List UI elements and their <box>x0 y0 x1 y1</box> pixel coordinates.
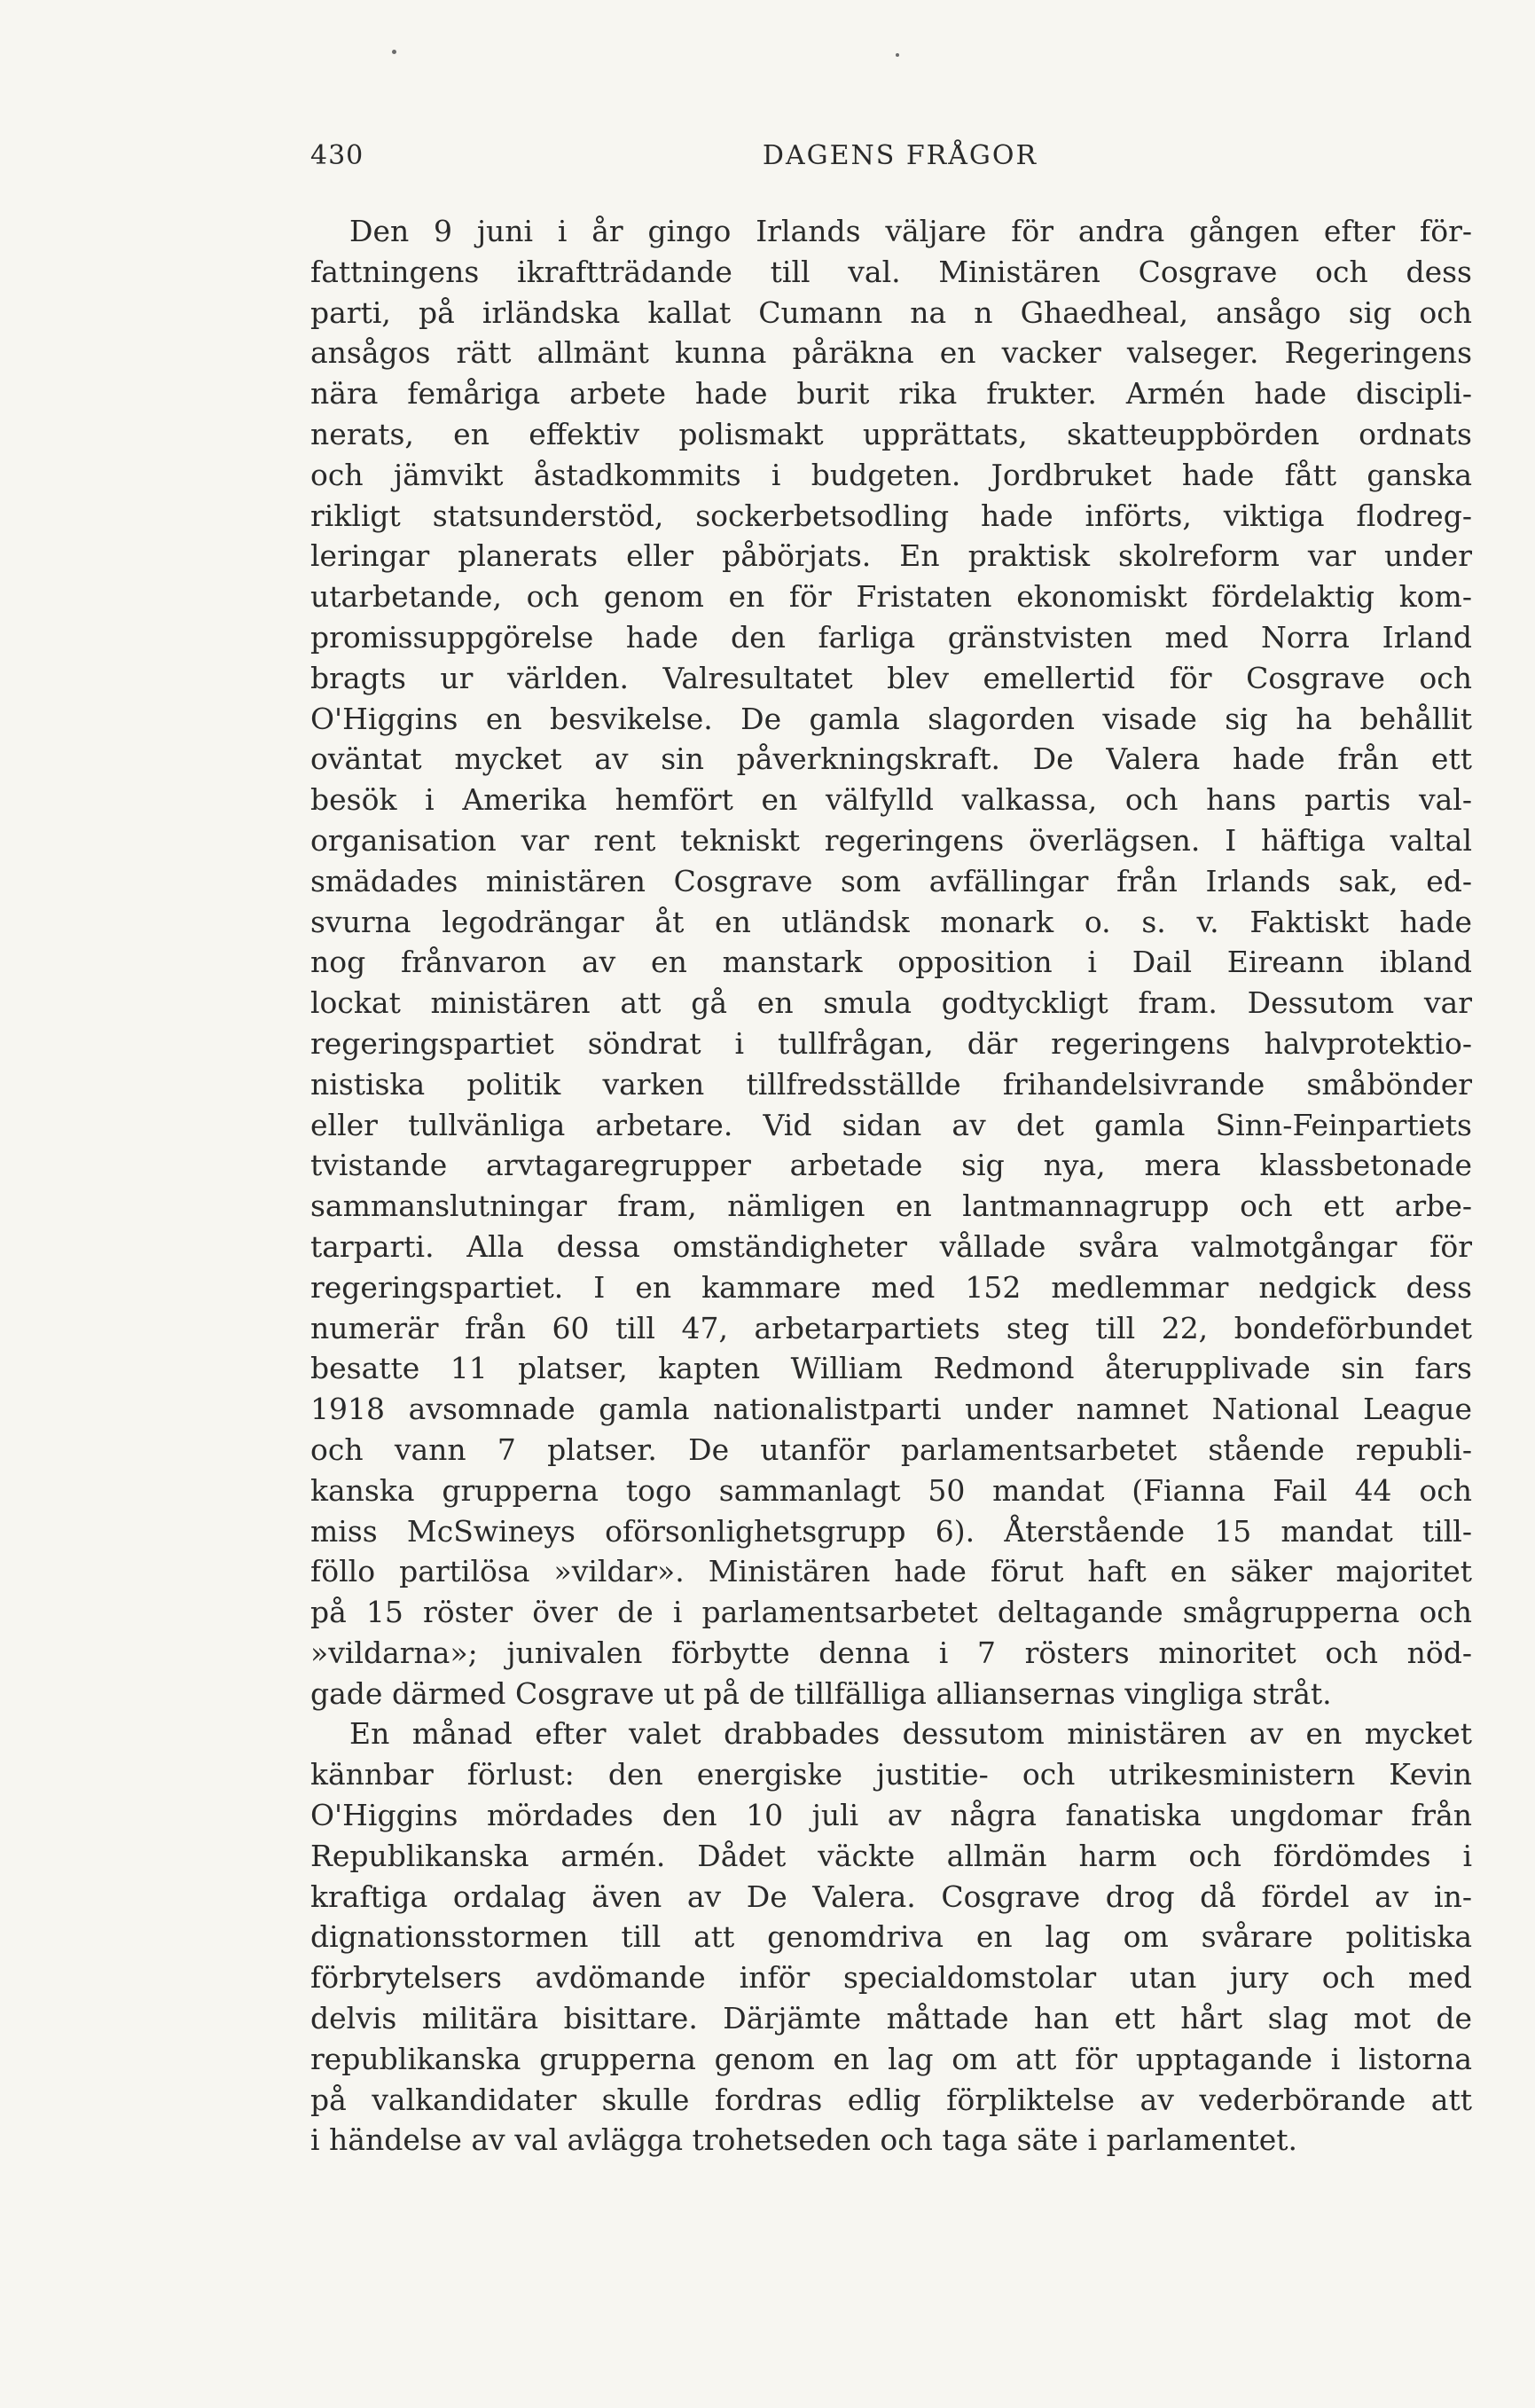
text-line: En månad efter valet drabbades dessutom ministären av en mycket <box>349 1716 1472 1752</box>
text-line: oväntat mycket av sin påverkningskraft. De Valera hade från ett <box>310 741 1472 777</box>
text-line: miss McSwineys oförsonlighetsgrupp 6). Återstående 15 mandat till- <box>310 1513 1472 1549</box>
text-line: utarbetande, och genom en för Fristaten ekonomiskt fördelaktig kom- <box>310 579 1472 615</box>
text-line: bragts ur världen. Valresultatet blev emellertid för Cosgrave och <box>310 660 1472 695</box>
text-line: dignationsstormen till att genomdriva en lag om svårare politiska <box>310 1919 1472 1955</box>
text-line: föllo partilösa »vildar». Ministären hade förut haft en säker majoritet <box>310 1554 1472 1589</box>
text-line: besök i Amerika hemfört en välfylld valkassa, och hans partis val- <box>310 782 1472 818</box>
text-line: promissuppgörelse hade den farliga gränstvisten med Norra Irland <box>310 619 1472 655</box>
text-line: nog frånvaron av en manstark opposition i Dail Eireann ibland <box>310 945 1472 980</box>
running-head: DAGENS FRÅGOR <box>762 140 1038 171</box>
text-line: O'Higgins en besvikelse. De gamla slagorden visade sig ha behållit <box>310 701 1472 736</box>
text-line: tvistande arvtagaregrupper arbetade sig nya, mera klassbetonade <box>310 1148 1472 1183</box>
text-line: regeringspartiet. I en kammare med 152 medlemmar nedgick dess <box>310 1269 1472 1305</box>
body-text <box>310 211 1472 2161</box>
text-line: leringar planerats eller påbörjats. En praktisk skolreform var under <box>310 538 1472 574</box>
paper-speck <box>896 53 899 57</box>
text-line: eller tullvänliga arbetare. Vid sidan av det gamla Sinn-Feinpartiets <box>310 1107 1472 1142</box>
text-line: delvis militära bisittare. Därjämte måttade han ett hårt slag mot de <box>310 2001 1472 2036</box>
text-line: och jämvikt åstadkommits i budgeten. Jordbruket hade fått ganska <box>310 457 1472 492</box>
text-line: numerär från 60 till 47, arbetarpartiets steg till 22, bondeförbundet <box>310 1310 1472 1345</box>
text-line: lockat ministären att gå en smula godtyckligt fram. Dessutom var <box>310 985 1472 1021</box>
text-line: nära femåriga arbete hade burit rika frukter. Armén hade discipli- <box>310 376 1472 412</box>
text-line: sammanslutningar fram, nämligen en lantmannagrupp och ett arbe- <box>310 1188 1472 1224</box>
text-line: smädades ministären Cosgrave som avfällingar från Irlands sak, ed- <box>310 863 1472 898</box>
text-line: kanska grupperna togo sammanlagt 50 mandat (Fianna Fail 44 och <box>310 1472 1472 1508</box>
page-header <box>310 140 1490 184</box>
text-line: rikligt statsunderstöd, sockerbetsodling hade införts, viktiga flodreg- <box>310 498 1472 533</box>
text-line: parti, på irländska kallat Cumann na n Ghaedheal, ansågo sig och <box>310 294 1472 330</box>
text-line: nistiska politik varken tillfredsställde frihandelsivrande småbönder <box>310 1066 1472 1102</box>
text-line: gade därmed Cosgrave ut på de tillfälliga alliansernas vingliga stråt. <box>310 1675 1332 1711</box>
text-line: 1918 avsomnade gamla nationalistparti under namnet National League <box>310 1392 1472 1427</box>
text-line: organisation var rent tekniskt regeringens överlägsen. I häftiga valtal <box>310 822 1472 858</box>
text-line: svurna legodrängar åt en utländsk monark o. s. v. Faktiskt hade <box>310 904 1472 939</box>
text-line: och vann 7 platser. De utanför parlamentsarbetet stående republi- <box>310 1431 1472 1467</box>
text-line: republikanska grupperna genom en lag om att för upptagande i listorna <box>310 2041 1472 2076</box>
paper-speck <box>392 50 396 54</box>
text-line: ansågos rätt allmänt kunna påräkna en vacker valseger. Regeringens <box>310 335 1472 371</box>
text-line: O'Higgins mördades den 10 juli av några fanatiska ungdomar från <box>310 1798 1472 1833</box>
text-line: på valkandidater skulle fordras edlig förpliktelse av vederbörande att <box>310 2082 1472 2117</box>
text-line: tarparti. Alla dessa omständigheter vållade svåra valmotgångar för <box>310 1228 1472 1264</box>
text-line: regeringspartiet söndrat i tullfrågan, där regeringens halvprotektio- <box>310 1025 1472 1061</box>
text-line: nerats, en effektiv polismakt upprättats, skatteuppbörden ordnats <box>310 416 1472 451</box>
text-line: kännbar förlust: den energiske justitie- och utrikesministern Kevin <box>310 1757 1472 1792</box>
text-line: på 15 röster över de i parlamentsarbetet deltagande smågrupperna och <box>310 1595 1472 1630</box>
text-line: Republikanska armén. Dådet väckte allmän harm och fördömdes i <box>310 1838 1472 1873</box>
text-line: förbrytelsers avdömande inför specialdomstolar utan jury och med <box>310 1960 1472 1996</box>
text-line: Den 9 juni i år gingo Irlands väljare för andra gången efter för- <box>349 214 1472 248</box>
text-line: fattningens ikraftträdande till val. Ministären Cosgrave och dess <box>310 254 1472 289</box>
page-number: 430 <box>310 140 364 171</box>
text-line: kraftiga ordalag även av De Valera. Cosgrave drog då fördel av in- <box>310 1879 1472 1914</box>
text-line: i händelse av val avlägga trohetseden och taga säte i parlamentet. <box>310 2122 1297 2158</box>
text-line: besatte 11 platser, kapten William Redmond återupplivade sin fars <box>310 1351 1472 1386</box>
text-line: »vildarna»; junivalen förbytte denna i 7 rösters minoritet och nöd- <box>310 1635 1472 1670</box>
